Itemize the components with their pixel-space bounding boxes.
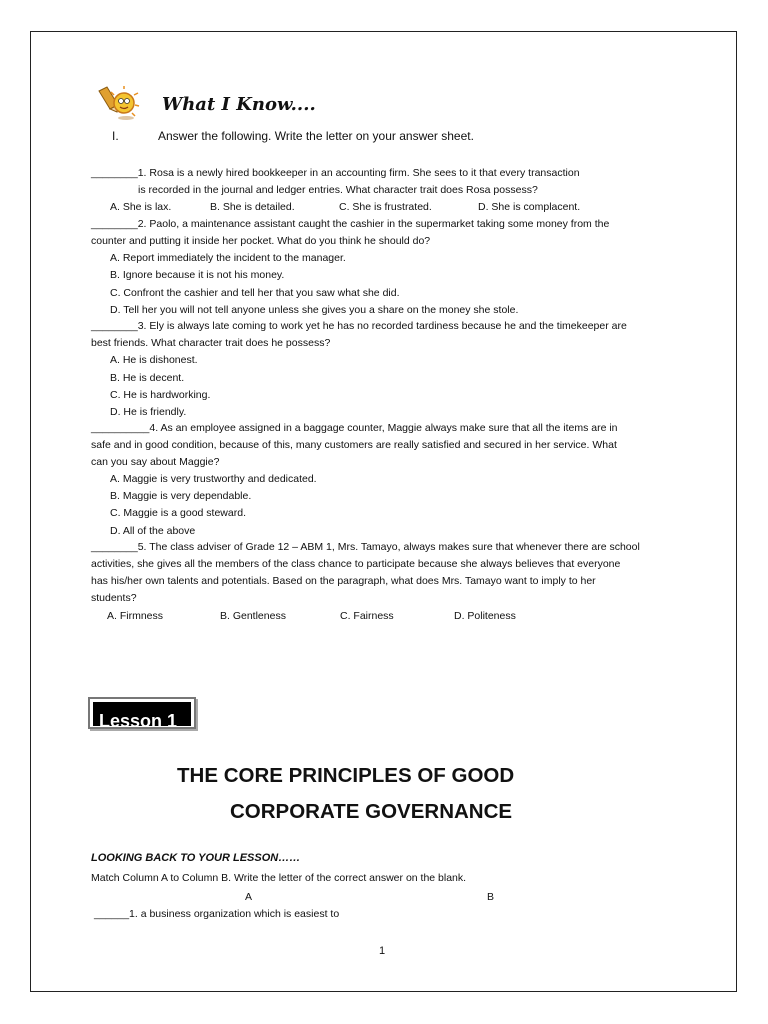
q2-option-c: C. Confront the cashier and tell her that you saw what she did. [110, 287, 400, 299]
q3-option-a: A. He is dishonest. [110, 354, 198, 366]
looking-back-heading: LOOKING BACK TO YOUR LESSON…… [91, 852, 301, 864]
q1-option-c: C. She is frustrated. [339, 201, 432, 213]
q5-option-a: A. Firmness [107, 610, 164, 622]
question-2-line-1: ________2. Paolo, a maintenance assistant caught the cashier in the supermarket taking some money from the [91, 218, 610, 230]
match-instruction: Match Column A to Column B. Write the letter of the correct answer on the blank. [91, 872, 467, 884]
q1-option-b: B. She is detailed. [210, 201, 295, 213]
column-b-label: B [487, 891, 495, 903]
question-5-line-4: students? [91, 592, 137, 604]
q4-option-c: C. Maggie is a good steward. [110, 507, 246, 519]
column-a-label: A [245, 891, 253, 903]
q5-option-c: C. Fairness [340, 610, 394, 622]
question-4-line-1: __________4. As an employee assigned in a baggage counter, Maggie always make sure that all the items are in [91, 422, 618, 434]
lesson-badge [88, 697, 196, 729]
q1-option-d: D. She is complacent. [478, 201, 581, 213]
question-5-line-3: has his/her own talents and potentials. Based on the paragraph, what does Mrs. Tamayo want to imply to her [91, 575, 596, 587]
page-number: 1 [379, 945, 386, 957]
q3-option-b: B. He is decent. [110, 372, 185, 384]
question-4-line-2: safe and in good condition, because of this, many customers are really satisfied and secured in her service. What [91, 439, 617, 451]
question-4-line-3: can you say about Maggie? [91, 456, 220, 468]
q5-option-b: B. Gentleness [220, 610, 286, 622]
question-5-line-1: ________5. The class adviser of Grade 12 – ABM 1, Mrs. Tamayo, always makes sure that whenever there are school [91, 541, 640, 553]
instruction-text: Answer the following. Write the letter on your answer sheet. [158, 129, 474, 143]
q4-option-a: A. Maggie is very trustworthy and dedicated. [110, 473, 317, 485]
question-3-line-1: ________3. Ely is always late coming to work yet he has no recorded tardiness because he and the timekeeper are [91, 320, 627, 332]
q5-option-d: D. Politeness [454, 610, 516, 622]
lesson-label: Lesson 1 [99, 711, 178, 726]
lesson-badge-fill [93, 702, 191, 726]
section-heading: What I Know.... [162, 94, 316, 115]
question-5-line-2: activities, she gives all the members of the class chance to participate because she always believes that everyone [91, 558, 621, 570]
question-1-line-1: ________1. Rosa is a newly hired bookkeeper in an accounting firm. She sees to it that every transaction [91, 167, 580, 179]
q4-option-d: D. All of the above [110, 525, 196, 537]
q4-option-b: B. Maggie is very dependable. [110, 490, 252, 502]
q2-option-b: B. Ignore because it is not his money. [110, 269, 285, 281]
question-1-line-2: is recorded in the journal and ledger entries. What character trait does Rosa possess? [138, 184, 538, 196]
q3-option-c: C. He is hardworking. [110, 389, 211, 401]
mascot-pencil-icon [96, 85, 142, 123]
q1-option-a: A. She is lax. [110, 201, 172, 213]
q3-option-d: D. He is friendly. [110, 406, 187, 418]
q2-option-a: A. Report immediately the incident to the manager. [110, 252, 346, 264]
instruction-number: I. [112, 129, 119, 143]
lesson-title-line-1: THE CORE PRINCIPLES OF GOOD [177, 764, 515, 787]
matching-item-1: ______1. a business organization which is easiest to [94, 908, 340, 920]
question-3-line-2: best friends. What character trait does he possess? [91, 337, 331, 349]
q2-option-d: D. Tell her you will not tell anyone unless she gives you a share on the money she stole. [110, 304, 519, 316]
question-2-line-2: counter and putting it inside her pocket. What do you think he should do? [91, 235, 431, 247]
instruction-line [112, 129, 474, 143]
lesson-title-line-2: CORPORATE GOVERNANCE [230, 800, 513, 823]
